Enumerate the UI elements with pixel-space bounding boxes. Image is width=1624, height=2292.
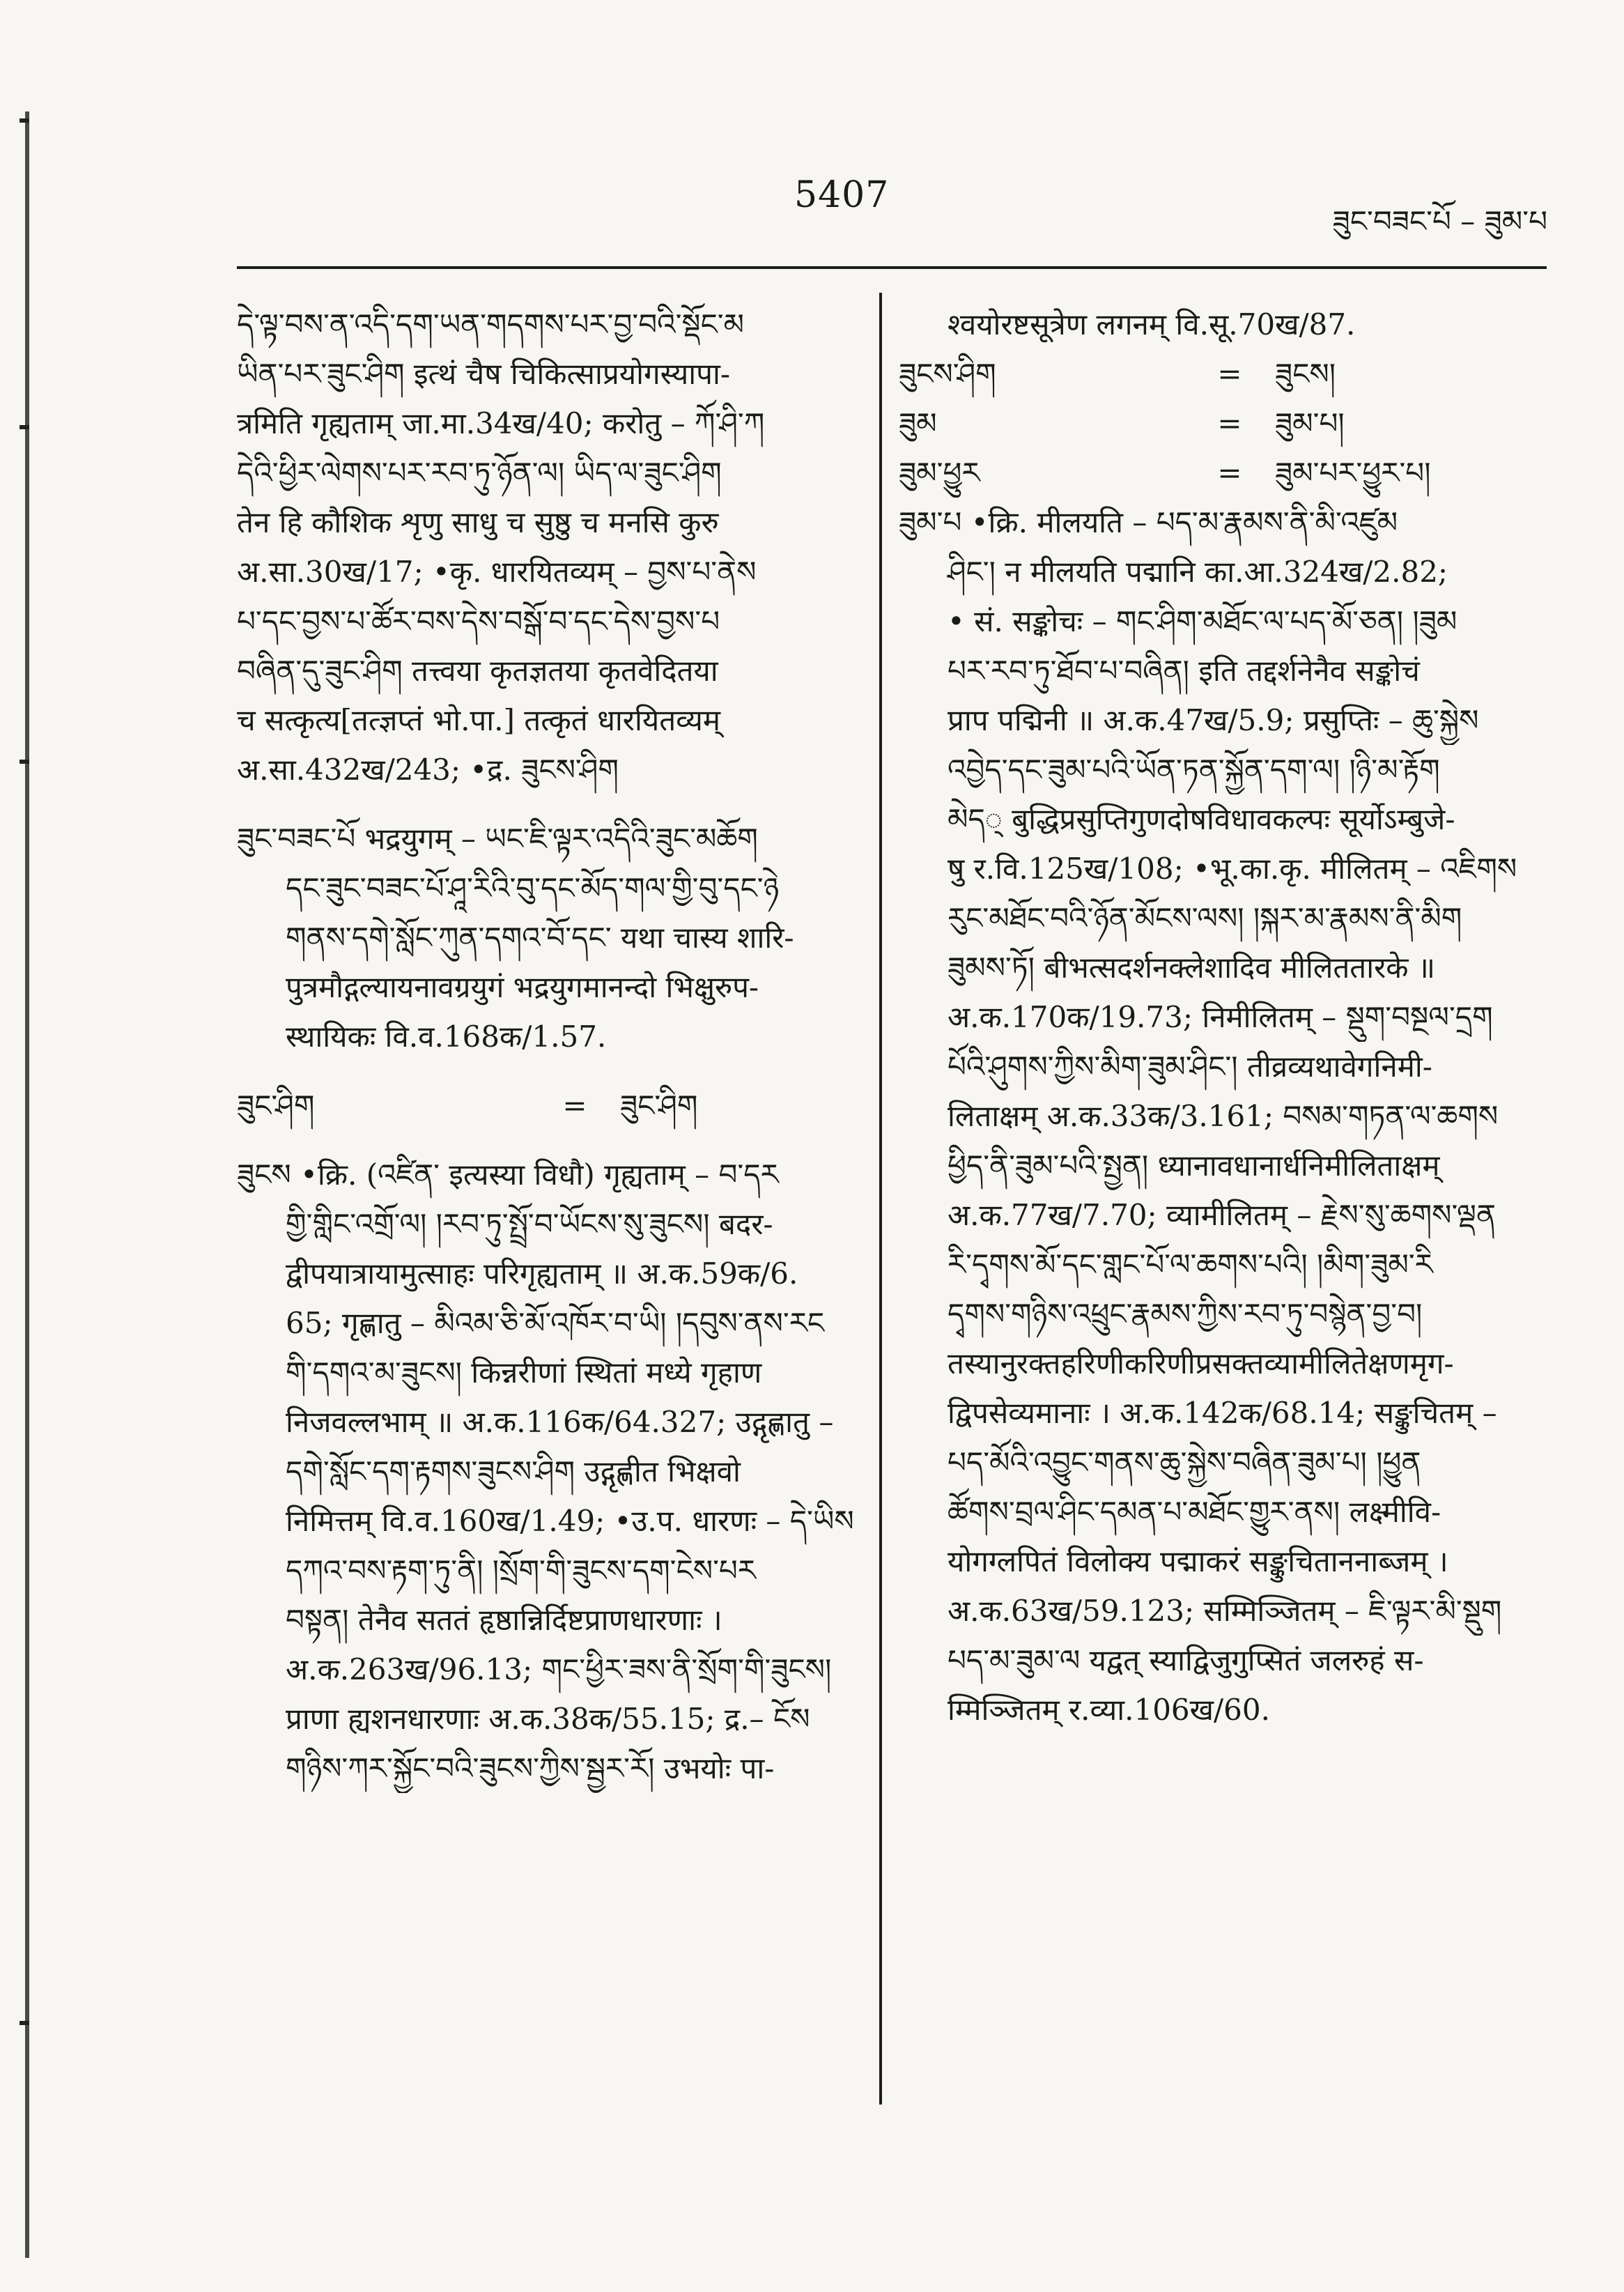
xref-equals: = <box>1217 456 1242 490</box>
text-line: 65; गृह्णातु – མིའམ་ཅི་མོ་འཁོར་བ་ཡི། །དབུས་ནས་རང <box>286 1306 825 1340</box>
text-line: अ.क.170क/19.73; निमीलितम् – སྡུག་བསྔལ་དྲག <box>948 1000 1493 1034</box>
text-line: རུང་མཐོང་བའི་ཉོན་མོངས་ལས། །སྐར་མ་རྣམས་ནི་མིག <box>948 901 1462 935</box>
scan-mark <box>20 760 29 764</box>
header-rule <box>237 266 1547 269</box>
text-line: པད་མ་ཟུམ་ལ यद्वत् स्याद्विजुगुप्सितं जलरुहं स- <box>948 1643 1424 1677</box>
text-line: अ.क.77ख/7.70; व्यामीलितम् – རྗེས་སུ་ཆགས་ལྡན <box>948 1198 1497 1232</box>
page-number: 5407 <box>794 174 890 216</box>
text-line: अ.सा.432ख/243; •द्र. ཟུངས་ཤིག <box>237 753 619 787</box>
text-line: • सं. सङ्कोचः – གང་ཤིག་མཐོང་ལ་པད་མོ་ཅན། །ཟུམ <box>948 604 1457 638</box>
text-line: अ.क.63ख/59.123; सम्मिञ्जितम् – ཇི་ལྟར་མི་སྡུག <box>948 1594 1502 1628</box>
text-line: དགེ་སློང་དག་རྟགས་ཟུངས་ཤིག उद्गृह्णीत भिक्षवो <box>286 1454 741 1489</box>
xref-headword: ཟུམ <box>899 406 937 440</box>
cross-reference <box>899 349 1547 399</box>
text-line: དེ་ལྟ་བས་ན་འདི་དག་ཡན་གདགས་པར་བྱ་བའི་སྡོང་མ <box>237 307 745 341</box>
text-line: ཟུམས་ཏོ། बीभत्सदर्शनक्लेशादिव मीलिततारके ॥ <box>948 951 1436 985</box>
text-line: अ.क.263ख/96.13; གང་ཕྱིར་ཟས་ནི་སྲོག་གི་ཟུངས། <box>286 1652 832 1686</box>
scan-binding-edge <box>25 111 29 2258</box>
text-line: དྭགས་གཉིས་འཕྲུང་རྣམས་ཀྱིས་རབ་ཏུ་བསྙེན་བྱ་བ། <box>948 1297 1423 1331</box>
text-line: तेन हि कौशिक शृणु साधु च सुष्ठु च मनसि कुरु <box>237 505 719 539</box>
xref-target: ཟུམ་པར་ཕྱུར་པ། <box>1275 456 1431 490</box>
text-line: पुत्रमौद्गल्यायनावग्रयुगं भद्रयुगमानन्दो भिक्षुरुप- <box>286 970 759 1004</box>
text-line: द्वीपयात्रायामुत्साहः परिगृह्यताम् ॥ अ.क.59क/6. <box>286 1256 798 1291</box>
entry-headline: ཟུམ་པ •क्रि. मीलयति – པད་མ་རྣམས་ནི་མི་འཛུམ <box>899 505 1398 539</box>
text-line: ཡིན་པར་ཟུང་ཤིག इत्थं चैष चिकित्साप्रयोगस्यापा- <box>237 357 731 391</box>
text-line: च सत्कृत्य[तत्ज्ञप्तं भो.पा.] तत्कृतं धारयितव्यम् <box>237 703 720 737</box>
xref-equals: = <box>1217 357 1242 391</box>
xref-target: ཟུངས། <box>1275 357 1336 391</box>
text-line: ཤིང་། न मीलयति पद्मानि का.आ.324ख/2.82; <box>948 555 1448 589</box>
text-line: པར་རབ་ཏུ་ཐོབ་པ་བཞིན། इति तद्दर्शनेनैव सङ्कोचं <box>948 654 1420 688</box>
text-line: प्राणा ह्यशनधारणाः अ.क.38क/55.15; द्र.– ངོས <box>286 1702 810 1736</box>
text-line: अ.सा.30ख/17; •कृ. धारयितव्यम् – བྱས་པ་ནེས <box>237 555 757 589</box>
text-line: གཉིས་ཀར་སྐྱོང་བའི་ཟུངས་ཀྱིས་སྦྱར་རོ། उभयोः पा- <box>286 1751 775 1785</box>
text-line: षु र.वि.125ख/108; •भू.का.कृ. मीलितम् – འཇིགས <box>948 852 1517 886</box>
right-column <box>899 300 1547 1735</box>
entry-headline: ཟུང་བཟང་པོ भद्रयुगम् – ཡང་ཇི་ལྟར་འདིའི་ཟུང་མཆོག <box>237 822 758 856</box>
text-line: འབྱེད་དང་ཟུམ་པའི་ཡོན་ཏན་སྐྱོན་དག་ལ། །ཉི་མ་རྟོག <box>948 753 1440 787</box>
text-line: म्मिञ्जितम् र.व्या.106ख/60. <box>948 1693 1270 1727</box>
text-line: དང་ཟུང་བཟང་པོ་ཤཱ་རིའི་བུ་དང་མོད་གལ་གྱི་བུ་དང་ཉེ <box>286 871 780 905</box>
text-line: བསྟན། तेनैव सततं हृष्ठान्निर्दिष्टप्राणधारणाः । <box>286 1603 722 1637</box>
text-line: གི་དགའ་མ་ཟུངས། किन्नरीणां स्थितां मध्ये गृहाण <box>286 1355 762 1390</box>
text-line: པད་མོའི་འབྱུང་གནས་ཆུ་སྐྱེས་བཞིན་ཟུམ་པ། །ཕྱུན <box>948 1445 1421 1479</box>
text-line: द्विपसेव्यमानाः । अ.क.142क/68.14; सङ्कुचितम् – <box>948 1396 1497 1430</box>
scan-mark <box>20 425 29 429</box>
text-line: निजवल्लभाम् ॥ अ.क.116क/64.327; उद्गृह्णातु – <box>286 1405 834 1439</box>
cross-reference <box>237 1081 857 1130</box>
scan-mark <box>20 118 29 123</box>
xref-headword: ཟུམ་ཕྱུར <box>899 456 980 490</box>
text-line: གནས་དགེ་སློང་ཀུན་དགའ་བོ་དང་ यथा चास्य शारि- <box>286 921 794 955</box>
xref-headword: ཟུང་ཤིག <box>237 1089 315 1123</box>
cross-reference <box>899 448 1547 498</box>
text-line: ཚོགས་བྲལ་ཤིང་དམན་པ་མཐོང་གྱུར་ནས། लक्ष्मीवि- <box>948 1495 1441 1529</box>
text-line: योगग्लपितं विलोक्य पद्माकरं सङ्कुचिताननाब्जम् । <box>948 1544 1448 1578</box>
text-line: त्रमिति गृह्यताम् जा.मा.34ख/40; करोतु – ཀོ་ཤི་ཀ <box>237 406 765 440</box>
running-head: ཟུང་བཟང་པོ – ཟུམ་པ <box>1332 204 1547 238</box>
text-line: निमित्तम् वि.व.160ख/1.49; •उ.प. धारणः – དེ་ཡིས <box>286 1504 854 1538</box>
left-column <box>237 300 857 1793</box>
text-line: स्थायिकः वि.व.168क/1.57. <box>286 1020 607 1054</box>
text-line: श्वयोरष्टसूत्रेण लगनम् वि.सू.70ख/87. <box>948 307 1356 341</box>
entry-headline: ཟུངས •क्रि. (འཛིན་ इत्यस्या विधौ) गृह्यताम् – བ་དར <box>237 1157 779 1192</box>
text-line: लिताक्षम् अ.क.33क/3.161; བསམ་གཏན་ལ་ཆགས <box>948 1099 1499 1133</box>
xref-equals: = <box>562 1089 587 1123</box>
xref-headword: ཟུངས་ཤིག <box>899 357 996 391</box>
text-line: དཀའ་བས་རྟག་ཏུ་ནི། །སྲོག་གི་ཟུངས་དག་ངེས་པར <box>286 1553 756 1587</box>
text-line: तस्यानुरक्तहरिणीकरिणीप्रसक्तव्यामीलितेक्षणमृग- <box>948 1346 1454 1380</box>
text-line: པོའི་ཤུགས་ཀྱིས་མིག་ཟུམ་ཤིང་། तीव्रव्यथावेगनिमी- <box>948 1049 1432 1084</box>
cross-reference <box>899 399 1547 448</box>
text-line: ཕྱིད་ནི་ཟུམ་པའི་སྤྱན། ध्यानावधानार्धनिमीलिताक्षम् <box>948 1148 1440 1183</box>
text-line: པ་དང་བྱས་པ་ཚོར་བས་དེས་བསྒོ་བ་དང་དེས་བྱས་པ <box>237 604 720 638</box>
text-line: प्राप पद्मिनी ॥ अ.क.47ख/5.9; प्रसुप्तिः – ཆུ་སྐྱེས <box>948 703 1479 737</box>
text-line: གྱི་གླིང་འགྲོ་ལ། །རབ་ཏུ་སྤྲོ་བ་ཡོངས་སུ་ཟུངས། बदर- <box>286 1207 773 1241</box>
xref-target: ཟུང་ཤིག <box>620 1089 698 1123</box>
text-line: རི་དྭགས་མོ་དང་གླང་པོ་ལ་ཆགས་པའི། །མིག་ཟུམ་རི <box>948 1247 1433 1282</box>
scan-mark <box>20 2021 29 2025</box>
xref-equals: = <box>1217 406 1242 440</box>
column-divider <box>879 293 882 2105</box>
text-line: བཞིན་དུ་ཟུང་ཤིག तत्त्वया कृतज्ञतया कृतवेदितया <box>237 654 718 688</box>
xref-target: ཟུམ་པ། <box>1275 406 1345 440</box>
text-line: མེད् बुद्धिप्रसुप्तिगुणदोषविधावकल्पः सूर्योऽम्बुजे- <box>948 802 1455 836</box>
text-line: དེའི་ཕྱིར་ལེགས་པར་རབ་ཏུ་ཉོན་ལ། ཡིད་ལ་ཟུང་ཤིག <box>237 456 722 490</box>
